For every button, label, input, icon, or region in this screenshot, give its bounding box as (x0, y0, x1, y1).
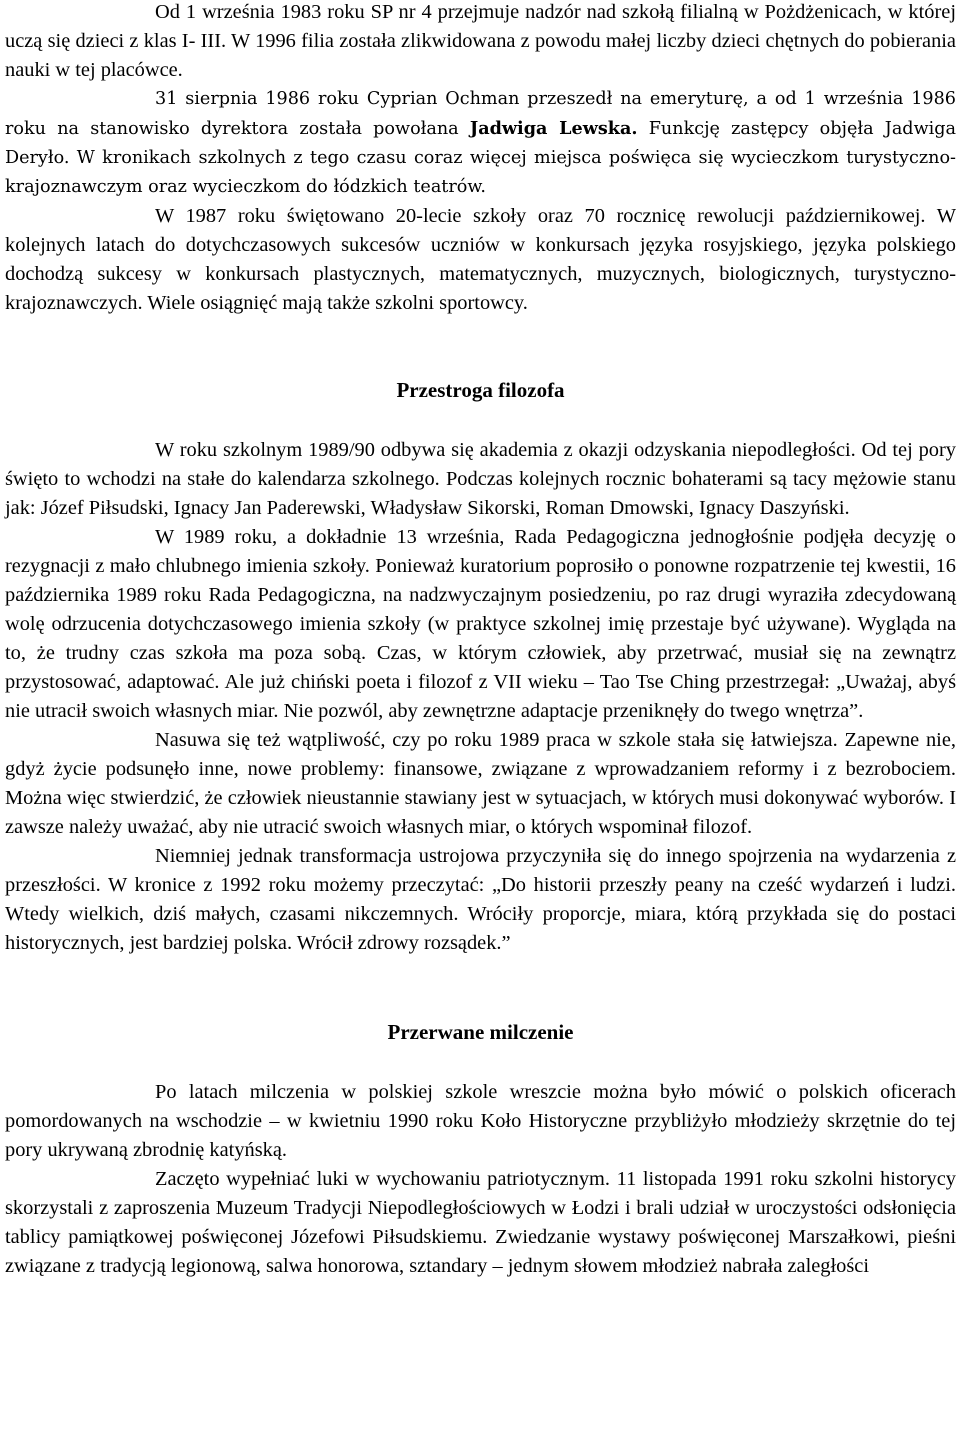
paragraph-independence: W roku szkolnym 1989/90 odbywa się akademia z okazji odzyskania niepodległości. Od tej pory święto to wchodzi na stałe do kalendarza szkolnego. Podczas kolejnych rocznic bohaterami są tacy mężowie stanu jak: Józef Piłsudski, Ignacy Jan Paderewski, Władysław Sikorski, Roman Dmowski, Ignacy Daszyński. (5, 439, 956, 519)
section-heading-milczenie: Przerwane milczenie (387, 1020, 574, 1044)
section-spacer (5, 318, 956, 376)
paragraph-filia: Od 1 września 1983 roku SP nr 4 przejmuje nadzór nad szkołą filialną w Pożdżenicach, w której uczą się dzieci z klas I- III. W 1996 filia została zlikwidowana z powodu małej liczby dzieci chętnych do pobierania nauki w tej placówce. (5, 1, 956, 81)
director-name: Jadwiga Lewska. (469, 118, 638, 139)
paragraph-school-name: W 1989 roku, a dokładnie 13 września, Rada Pedagogiczna jednogłośnie podjęła decyzję o rezygnacji z mało chlubnego imienia szkoły. Ponieważ kuratorium poprosiło o ponowne rozpatrzenie tej kwestii, 16 października 1989 roku Rada Pedagogiczna, na nadzwyczajnym posiedzeniu, po raz drugi wyraziła zdecydowaną wolę odrzucenia dotychczasowego imienia szkoły (w praktyce szkolnej imię przestaje być używane). Wygląda na to, że trudny czas szkoła ma poza sobą. Czas, w którym człowiek, aby przetrwać, musiał się na zewnątrz przystosować, adaptować. Ale już chiński poeta i filozof z VII wieku – Tao Tse Ching przestrzegał: „Uważaj, abyś nie utracił swoich własnych miar. Nie pozwól, aby zewnętrzne adaptacje przeniknęły do twego wnętrza”. (5, 526, 956, 722)
section-spacer (5, 405, 956, 436)
paragraph-new-director-text-a: 31 sierpnia 1986 roku Cyprian Ochman przeszedł na emeryturę, a od 1 września 1986 roku na stanowisko dyrektora została powołana (5, 89, 956, 139)
paragraph-after-1989: Nasuwa się też wątpliwość, czy po roku 1989 praca w szkole stała się łatwiejsza. Zapewne nie, gdyż życie podsunęło inne, nowe problemy: finansowe, związane z wprowadzaniem reformy i z bezrobociem. Można więc stwierdzić, że człowiek nieustannie stawiany jest w sytuacjach, w których musi dokonywać wyborów. I zawsze należy uważać, aby nie utracić swoich własnych miar, o których wspominał filozof. (5, 729, 956, 838)
paragraph-katyn: Po latach milczenia w polskiej szkole wreszcie można było mówić o polskich oficerach pomordowanych na wschodzie – w kwietniu 1990 roku Koło Historyczne przybliżyło młodzieży skrzętnie do tej pory ukrywaną zbrodnię katyńską. (5, 1081, 956, 1161)
section-spacer (5, 1047, 956, 1078)
section-spacer (5, 958, 956, 1018)
paragraph-new-director (5, 85, 956, 202)
section-heading-przestroga: Przestroga filozofa (396, 378, 565, 402)
paragraph-patriotic: Zaczęto wypełniać luki w wychowaniu patriotycznym. 11 listopada 1991 roku szkolni historycy skorzystali z zaproszenia Muzeum Tradycji Niepodległościowych w Łodzi i brali udział w uroczystości odsłonięcia tablicy pamiątkowej poświęconej Józefowi Piłsudskiemu. Zwiedzanie wystawy poświęconej Marszałkowi, pieśni związane z tradycją legionową, salwa honorowa, sztandary – jednym słowem młodzież nabrała zaległości (5, 1168, 956, 1277)
paragraph-new-director-text-b: Funkcję zastępcy objęła Jadwiga Deryło. W kronikach szkolnych z tego czasu coraz więcej miejsca poświęca się wycieczkom turystyczno- krajoznawczym oraz wycieczkom do łódzkich teatrów. (5, 119, 957, 197)
paragraph-anniversary: W 1987 roku świętowano 20-lecie szkoły oraz 70 rocznicę rewolucji październikowej. W kolejnych latach do dotychczasowych sukcesów uczniów w konkursach języka rosyjskiego, języka polskiego dochodzą sukcesy w konkursach plastycznych, matematycznych, muzycznych, biologicznych, turystyczno-krajoznawczych. Wiele osiągnięć mają także szkolni sportowcy. (5, 205, 956, 314)
paragraph-transformation: Niemniej jednak transformacja ustrojowa przyczyniła się do innego spojrzenia na wydarzenia z przeszłości. W kronice z 1992 roku możemy przeczytać: „Do historii przeszły peany na cześć wydarzeń i ludzi. Wtedy wielkich, dziś małych, czasami nikczemnych. Wróciły proporcje, miara, którą przykłada się do postaci historycznych, jest bardziej polska. Wrócił zdrowy rozsądek.” (5, 845, 956, 954)
